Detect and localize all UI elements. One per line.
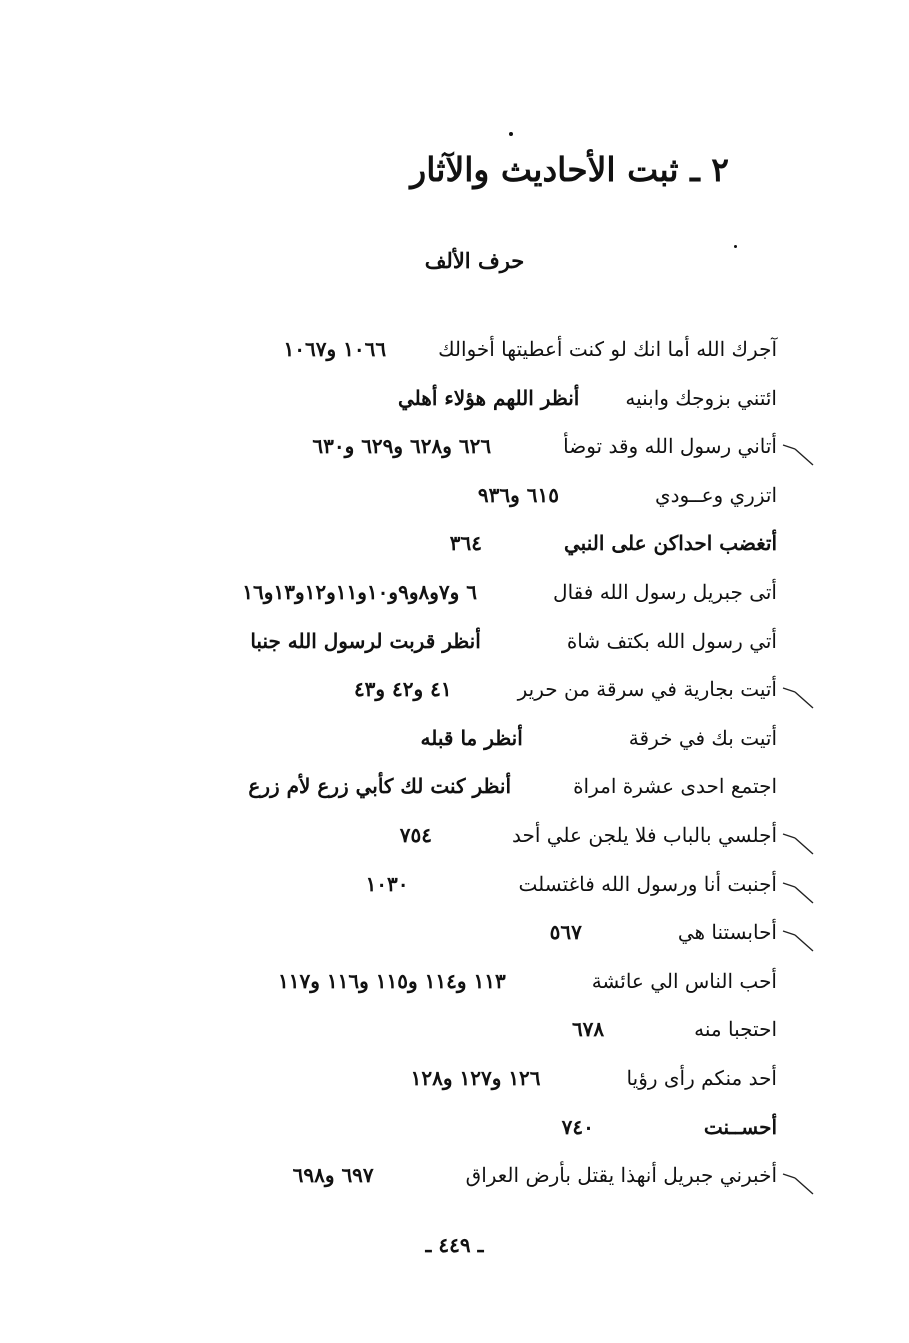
index-entry xyxy=(97,1059,777,1108)
index-entry xyxy=(97,719,777,768)
index-entry xyxy=(97,1010,777,1059)
index-entry xyxy=(97,524,777,573)
hadith-phrase: أتيت بك في خرقة xyxy=(628,725,777,750)
hadith-reference: ١٢٦ و١٢٧ و١٢٨ xyxy=(410,1065,541,1090)
hadith-reference: ٤١ و٤٢ و٤٣ xyxy=(353,677,452,702)
margin-tick-mark xyxy=(781,879,815,905)
margin-tick-mark xyxy=(781,441,815,467)
hadith-phrase: أحد منكم رأى رؤيا xyxy=(626,1065,777,1090)
index-entry xyxy=(97,622,777,671)
hadith-phrase: أجنبت أنا ورسول الله فاغتسلت xyxy=(518,871,777,896)
margin-tick-mark xyxy=(781,830,815,856)
hadith-phrase: أتى جبريل رسول الله فقال xyxy=(553,579,777,604)
hadith-phrase: اجتمع احدى عشرة امراة xyxy=(573,774,777,799)
hadith-phrase: أحابستنا هي xyxy=(677,920,777,945)
hadith-reference: ٧٥٤ xyxy=(399,822,432,847)
ink-dot xyxy=(509,132,513,136)
index-entry xyxy=(97,962,777,1011)
hadith-reference: ٦٢٦ و٦٢٨ و٦٢٩ و٦٣٠ xyxy=(312,434,492,459)
hadith-phrase: أتغضب احداكن على النبي xyxy=(564,531,777,556)
index-entry xyxy=(97,816,777,865)
index-entry xyxy=(97,379,777,428)
hadith-reference: أنظر قربت لرسول الله جنبا xyxy=(250,628,481,653)
hadith-phrase: أجلسي بالباب فلا يلجن علي أحد xyxy=(511,822,777,847)
index-entry xyxy=(97,767,777,816)
hadith-phrase: أتي رسول الله بكتف شاة xyxy=(566,628,777,653)
hadith-phrase: آجرك الله أما انك لو كنت أعطيتها أخوالك xyxy=(438,337,777,361)
section-heading: حرف الألف xyxy=(424,248,525,273)
index-entry xyxy=(97,1156,777,1205)
margin-tick-mark xyxy=(781,684,815,710)
hadith-phrase: أخبرني جبريل أنهذا يقتل بأرض العراق xyxy=(465,1163,777,1188)
hadith-reference: ٦ و٧و٨و٩و١٠و١١و١٢و١٣و١٦ xyxy=(242,579,478,604)
hadith-reference: ٥٦٧ xyxy=(549,920,582,945)
index-entry xyxy=(97,865,777,914)
margin-tick-mark xyxy=(781,927,815,953)
hadith-reference: ٦١٥ و٩٣٦ xyxy=(477,482,559,507)
hadith-phrase: أحب الناس الي عائشة xyxy=(591,968,777,993)
index-entry xyxy=(97,427,777,476)
hadith-phrase: أتيت بجارية في سرقة من حرير xyxy=(517,677,777,702)
hadith-reference: ٦٧٨ xyxy=(571,1017,605,1042)
index-entry xyxy=(97,913,777,962)
index-entry xyxy=(97,1108,777,1157)
page-number: ـ ٤٤٩ ـ xyxy=(425,1233,484,1257)
hadith-reference: ١٠٣٠ xyxy=(365,871,409,896)
index-entry xyxy=(97,573,777,622)
index-entry xyxy=(97,476,777,525)
hadith-phrase: ائتني بزوجك وابنيه xyxy=(625,385,777,410)
index-entry xyxy=(97,330,777,379)
hadith-phrase: أحســنت xyxy=(703,1114,777,1139)
hadith-reference: ١٠٦٦ و١٠٦٧ xyxy=(283,337,387,361)
hadith-reference: ٣٦٤ xyxy=(449,531,483,556)
margin-tick-mark xyxy=(781,1170,815,1196)
page-title: ٢ ـ ثبت الأحاديث والآثار xyxy=(410,150,729,189)
hadith-reference: ١١٣ و١١٤ و١١٥ و١١٦ و١١٧ xyxy=(278,968,506,993)
hadith-reference: أنظر ما قبله xyxy=(420,725,523,750)
index-entries xyxy=(97,330,777,1205)
hadith-phrase: أتاني رسول الله وقد توضأ xyxy=(563,434,777,459)
hadith-reference: ٦٩٧ و٦٩٨ xyxy=(292,1163,374,1188)
hadith-phrase: احتجبا منه xyxy=(694,1017,777,1042)
hadith-reference: أنظر اللهم هؤلاء أهلي xyxy=(398,385,580,410)
index-entry xyxy=(97,670,777,719)
hadith-reference: ٧٤٠ xyxy=(561,1114,594,1139)
hadith-phrase: اتزري وعــودي xyxy=(654,482,777,507)
hadith-reference: أنظر كنت لك كأبي زرع لأم زرع xyxy=(248,774,512,799)
